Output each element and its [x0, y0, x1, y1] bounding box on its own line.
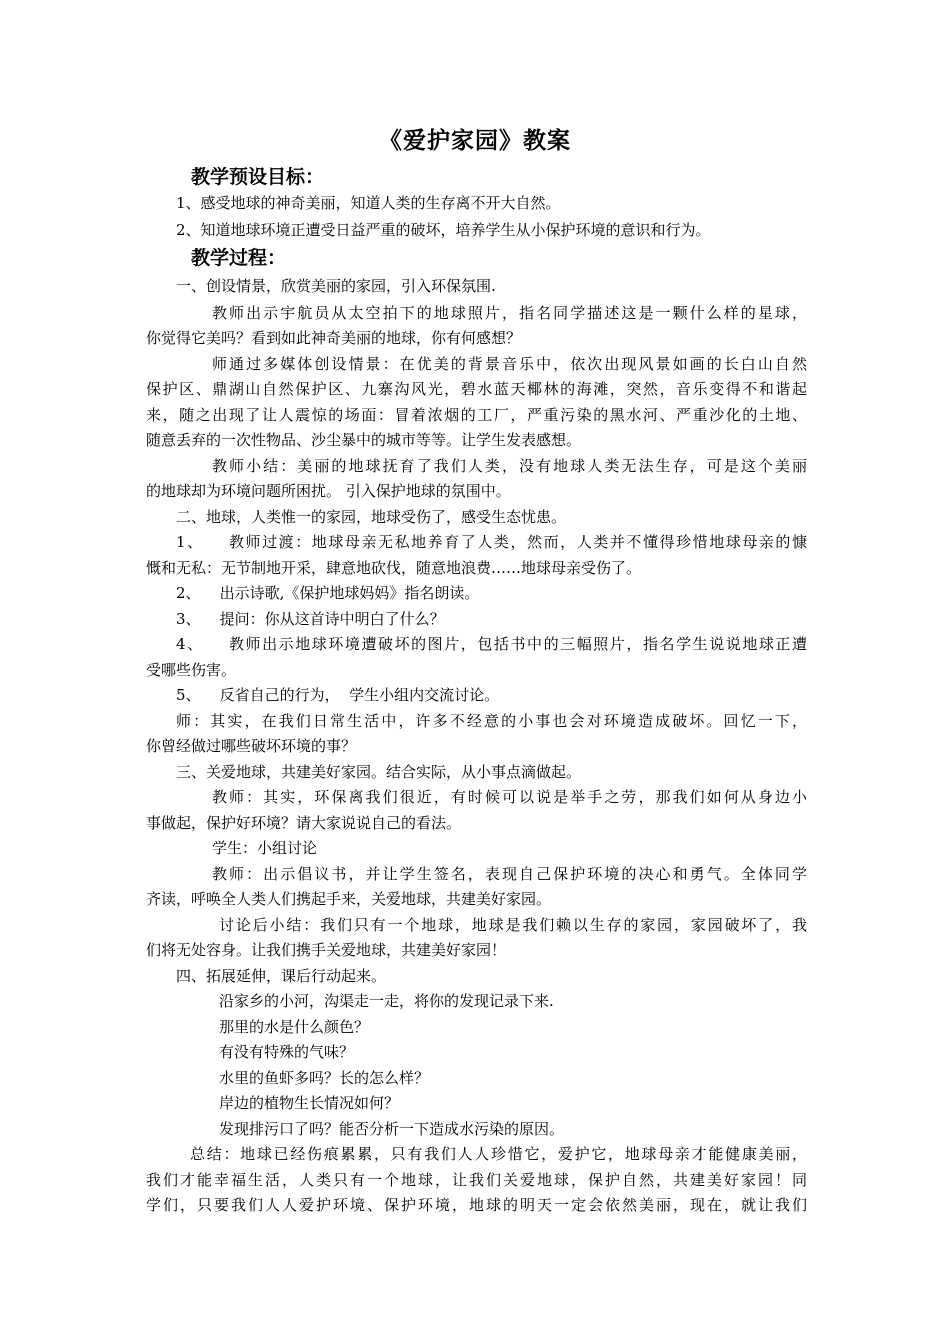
paragraph-line: 师通过多媒体创设情景：在优美的背景音乐中，依次出现风景如画的长白山自然	[212, 355, 807, 373]
paragraph-line: 4、 教师出示地球环境遭破坏的图片，包括书中的三幅照片，指名学生说说地球正遭	[176, 635, 807, 653]
paragraph-line: 慨和无私：无节制地开采，肆意地砍伐，随意地浪费……地球母亲受伤了。	[146, 559, 642, 577]
paragraph-line: 教师出示宇航员从太空拍下的地球照片，指名同学描述这是一颗什么样的星球，	[212, 304, 807, 322]
paragraph-line: 3、 提问：你从这首诗中明白了什么？	[176, 610, 445, 628]
paragraph-line: 教师：出示倡议书，并让学生签名，表现自己保护环境的决心和勇气。全体同学	[212, 865, 807, 883]
paragraph-line: 我们才能幸福生活，人类只有一个地球，让我们关爱地球，保护自然，共建美好家园！同	[146, 1171, 807, 1189]
paragraph-line: 讨论后小结：我们只有一个地球，地球是我们赖以生存的家园，家园破坏了，我	[219, 916, 807, 934]
paragraph-line: 你曾经做过哪些破坏环境的事？	[146, 737, 357, 755]
paragraph-line: 三、关爱地球，共建美好家园。结合实际，从小事点滴做起。	[176, 763, 582, 781]
paragraph-line: 保护区、鼎湖山自然保护区、九寨沟风光，碧水蓝天椰林的海滩，突然，音乐变得不和谐起	[146, 380, 807, 398]
paragraph-line: 有没有特殊的气味？	[219, 1043, 355, 1061]
paragraph-line: 受哪些伤害。	[146, 661, 237, 679]
paragraph-line: 来，随之出现了让人震惊的场面：冒着浓烟的工厂，严重污染的黑水河、严重沙化的土地、	[146, 406, 807, 424]
paragraph-line: 一、创设情景，欣赏美丽的家园，引入环保氛围.	[176, 277, 496, 295]
paragraph-line: 齐读，呼唤全人类人们携起手来，关爱地球，共建美好家园。	[146, 890, 552, 908]
paragraph-line: 5、 反省自己的行为， 学生小组内交流讨论。	[176, 686, 500, 704]
paragraph-line: 沿家乡的小河，沟渠走一走，将你的发现记录下来.	[219, 992, 554, 1010]
paragraph-line: 你觉得它美吗？看到如此神奇美丽的地球，你有何感想？	[146, 329, 522, 347]
paragraph-line: 岸边的植物生长情况如何？	[219, 1094, 400, 1112]
paragraph-line: 师：其实，在我们日常生活中，许多不经意的小事也会对环境造成破坏。回忆一下，	[176, 712, 807, 730]
paragraph-line: 随意丢弃的一次性物品、沙尘暴中的城市等等。让学生发表感想。	[146, 431, 582, 449]
process-heading: 教学过程：	[191, 247, 287, 269]
paragraph-line: 四、拓展延伸，课后行动起来。	[176, 967, 387, 985]
paragraph-line: 总结：地球已经伤痕累累，只有我们人人珍惜它，爱护它，地球母亲才能健康美丽，	[190, 1145, 807, 1163]
paragraph-line: 教师：其实，环保离我们很近，有时候可以说是举手之劳，那我们如何从身边小	[212, 788, 807, 806]
paragraph-line: 们将无处容身。让我们携手关爱地球，共建美好家园！	[146, 941, 507, 959]
paragraph-line: 2、知道地球环境正遭受日益严重的破坏，培养学生从小保护环境的意识和行为。	[176, 221, 711, 239]
paragraph-line: 的地球却为环境问题所困扰。 引入保护地球的氛围中。	[146, 482, 511, 500]
paragraph-line: 发现排污口了吗？能否分析一下造成水污染的原因。	[219, 1120, 565, 1138]
paragraph-line: 1、感受地球的神奇美丽，知道人类的生存离不开大自然。	[176, 194, 561, 212]
paragraph-line: 学们，只要我们人人爱护环境、保护环境，地球的明天一定会依然美丽，现在，就让我们	[146, 1196, 807, 1214]
paragraph-line: 学生：小组讨论	[212, 839, 318, 857]
paragraph-line: 1、 教师过渡：地球母亲无私地养育了人类，然而，人类并不懂得珍惜地球母亲的慷	[176, 533, 807, 551]
goals-heading: 教学预设目标：	[191, 166, 325, 188]
paragraph-line: 二、地球，人类惟一的家园，地球受伤了，感受生态忧患。	[176, 508, 567, 526]
paragraph-line: 教师小结：美丽的地球抚育了我们人类，没有地球人类无法生存，可是这个美丽	[212, 457, 807, 475]
paragraph-line: 事做起，保护好环境？请大家说说自己的看法。	[146, 814, 462, 832]
paragraph-line: 2、 出示诗歌,《保护地球妈妈》指名朗读。	[176, 584, 480, 602]
paragraph-line: 水里的鱼虾多吗？长的怎么样？	[219, 1069, 430, 1087]
document-title: 《爱护家园》教案	[379, 128, 571, 154]
paragraph-line: 那里的水是什么颜色？	[219, 1018, 370, 1036]
